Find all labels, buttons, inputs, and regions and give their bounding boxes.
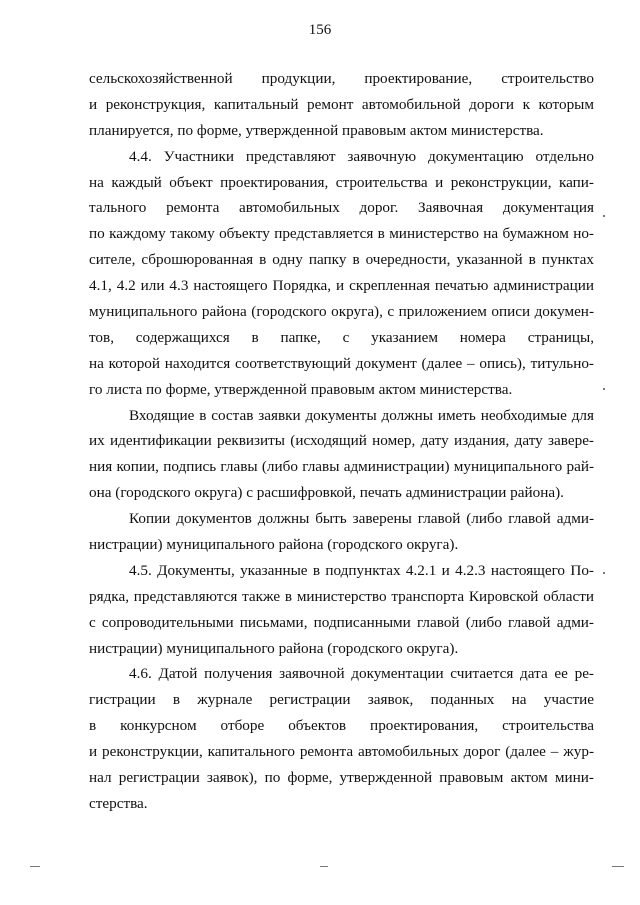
text-line: ния копии, подпись главы (либо главы администрации) муниципального рай- <box>89 458 594 476</box>
text-line: муниципального района (городского округа), с приложением описи докумен- <box>89 303 594 321</box>
scan-artifact <box>603 388 605 390</box>
text-line: на которой находится соответствующий документ (далее – опись), титульно- <box>89 354 594 372</box>
text-line: она (городского округа) с расшифровкой, печать администрации района). <box>89 484 564 502</box>
text-line: и реконструкции, капитального ремонта автомобильных дорог (далее – жур- <box>89 743 594 761</box>
scan-artifact <box>603 572 605 574</box>
text-line: нистрации) муниципального района (городского округа). <box>89 639 459 657</box>
text-line: тального ремонта автомобильных дорог. Заявочная документация <box>89 199 594 217</box>
text-line: 4.1, 4.2 или 4.3 настоящего Порядка, и скрепленная печатью администрации <box>89 277 594 295</box>
text-line: сельскохозяйственной продукции, проектирование, строительство <box>89 70 594 87</box>
text-line: в конкурсном отборе объектов проектирования, строительства <box>89 717 594 735</box>
scan-artifact <box>30 866 40 867</box>
text-line: Копии документов должны быть заверены главой (либо главой адми- <box>129 510 594 528</box>
document-body <box>89 66 594 817</box>
page-number: 156 <box>308 22 332 38</box>
text-line: гистрации в журнале регистрации заявок, поданных на участие <box>89 691 594 709</box>
text-line: 4.6. Датой получения заявочной документации считается дата ее ре- <box>129 665 594 683</box>
text-line: и реконструкция, капитальный ремонт автомобильной дороги к которым <box>89 95 594 113</box>
scan-artifact <box>603 215 605 217</box>
text-line: рядка, представляются также в министерство транспорта Кировской области <box>89 587 594 605</box>
text-line: на каждый объект проектирования, строительства и реконструкции, капи- <box>89 173 594 191</box>
text-line: нистрации) муниципального района (городского округа). <box>89 536 459 554</box>
text-line: 4.5. Документы, указанные в подпунктах 4.2.1 и 4.2.3 настоящего По- <box>129 561 594 579</box>
text-line: нал регистрации заявок), по форме, утвержденной правовым актом мини- <box>89 769 594 787</box>
text-line: го листа по форме, утвержденной правовым актом министерства. <box>89 380 513 398</box>
text-line: их идентификации реквизиты (исходящий номер, дату издания, дату завере- <box>89 432 594 450</box>
text-line: по каждому такому объекту представляется в министерство на бумажном но- <box>89 225 594 243</box>
text-line: стерства. <box>89 794 148 812</box>
text-line: сителе, сброшюрованная в одну папку в очередности, указанной в пунктах <box>89 251 594 269</box>
scan-artifact <box>320 866 328 867</box>
text-line: тов, содержащихся в папке, с указанием номера страницы, <box>89 328 594 346</box>
text-line: с сопроводительными письмами, подписанными главой (либо главой адми- <box>89 613 594 631</box>
scan-artifact <box>612 866 624 867</box>
text-line: 4.4. Участники представляют заявочную документацию отдельно <box>129 147 594 165</box>
text-line: Входящие в состав заявки документы должны иметь необходимые для <box>129 406 594 424</box>
text-line: планируется, по форме, утвержденной правовым актом министерства. <box>89 121 544 139</box>
